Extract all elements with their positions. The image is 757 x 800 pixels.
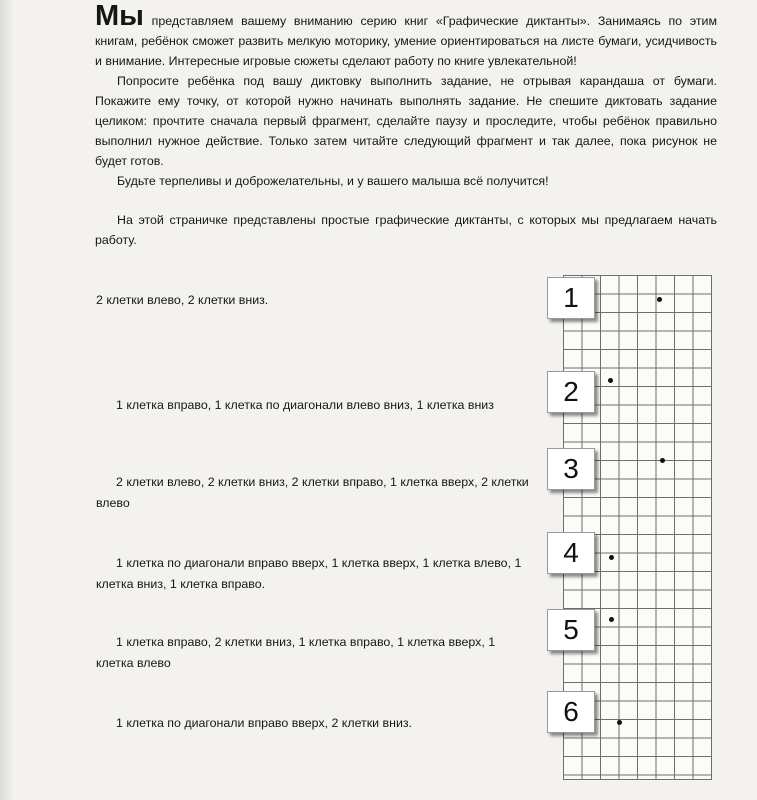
task-1-text: 2 клетки влево, 2 клетки вниз. xyxy=(96,293,269,307)
task-6-text: 1 клетка по диагонали вправо вверх, 2 клетки вниз. xyxy=(116,716,412,730)
task-2-number-tile: 2 xyxy=(547,371,595,413)
task-1-number-tile: 1 xyxy=(547,277,595,319)
start-dot-1 xyxy=(657,297,662,302)
intro-paragraph-3: Будьте терпеливы и доброжелательны, и у вашего малыша всё получится! xyxy=(117,174,549,188)
start-dot-6 xyxy=(617,720,622,725)
task-3-text: 2 клетки влево, 2 клетки вниз, 2 клетки вправо, 1 клетка вверх, 2 клетки влево xyxy=(96,475,529,510)
intro-paragraph-2: Попросите ребёнка под вашу диктовку выполнить задание, не отрывая карандаша от бумаги. Покажите ему точку, от которой нужно начинать выполнять задание. Не спешите диктовать задание целиком: прочтите сначала первый фрагмент, сделайте паузу и проследите, чтобы ребёнок правильно выполнил нужное действие. Только затем читайте следующий фрагмент и так далее, пока рисунок не будет готов. xyxy=(95,74,717,168)
start-dot-4 xyxy=(609,555,614,560)
task-4-text: 1 клетка по диагонали вправо вверх, 1 клетка вверх, 1 клетка влево, 1 клетка вниз, 1 клетка вправо. xyxy=(96,556,522,591)
task-3-number-tile: 3 xyxy=(547,448,595,490)
intro-paragraph-1 xyxy=(95,0,717,71)
start-dot-2 xyxy=(608,378,613,383)
page-edge-shadow xyxy=(0,0,14,800)
task-4-number-tile: 4 xyxy=(547,532,595,574)
intro-text xyxy=(95,0,717,250)
drop-cap: Мы xyxy=(95,0,144,32)
task-2-text: 1 клетка вправо, 1 клетка по диагонали влево вниз, 1 клетка вниз xyxy=(116,398,494,412)
task-5-number-tile: 5 xyxy=(547,609,595,651)
task-5-text: 1 клетка вправо, 2 клетки вниз, 1 клетка вправо, 1 клетка вверх, 1 клетка влево xyxy=(96,635,496,670)
intro-paragraph-1-text: представляем вашему вниманию серию книг «Графические диктанты». Занимаясь по этим книгам, ребёнок сможет развить мелкую моторику, умение ориентироваться на листе бумаги, усидчивость и внимание. Интересные игровые сюжеты сделают работу по книге увлекательной! xyxy=(95,14,717,68)
start-dot-5 xyxy=(609,617,614,622)
start-dot-3 xyxy=(660,458,665,463)
task-6-number-tile: 6 xyxy=(547,691,595,733)
intro-paragraph-4: На этой страничке представлены простые графические диктанты, с которых мы предлагаем начать работу. xyxy=(95,213,717,247)
